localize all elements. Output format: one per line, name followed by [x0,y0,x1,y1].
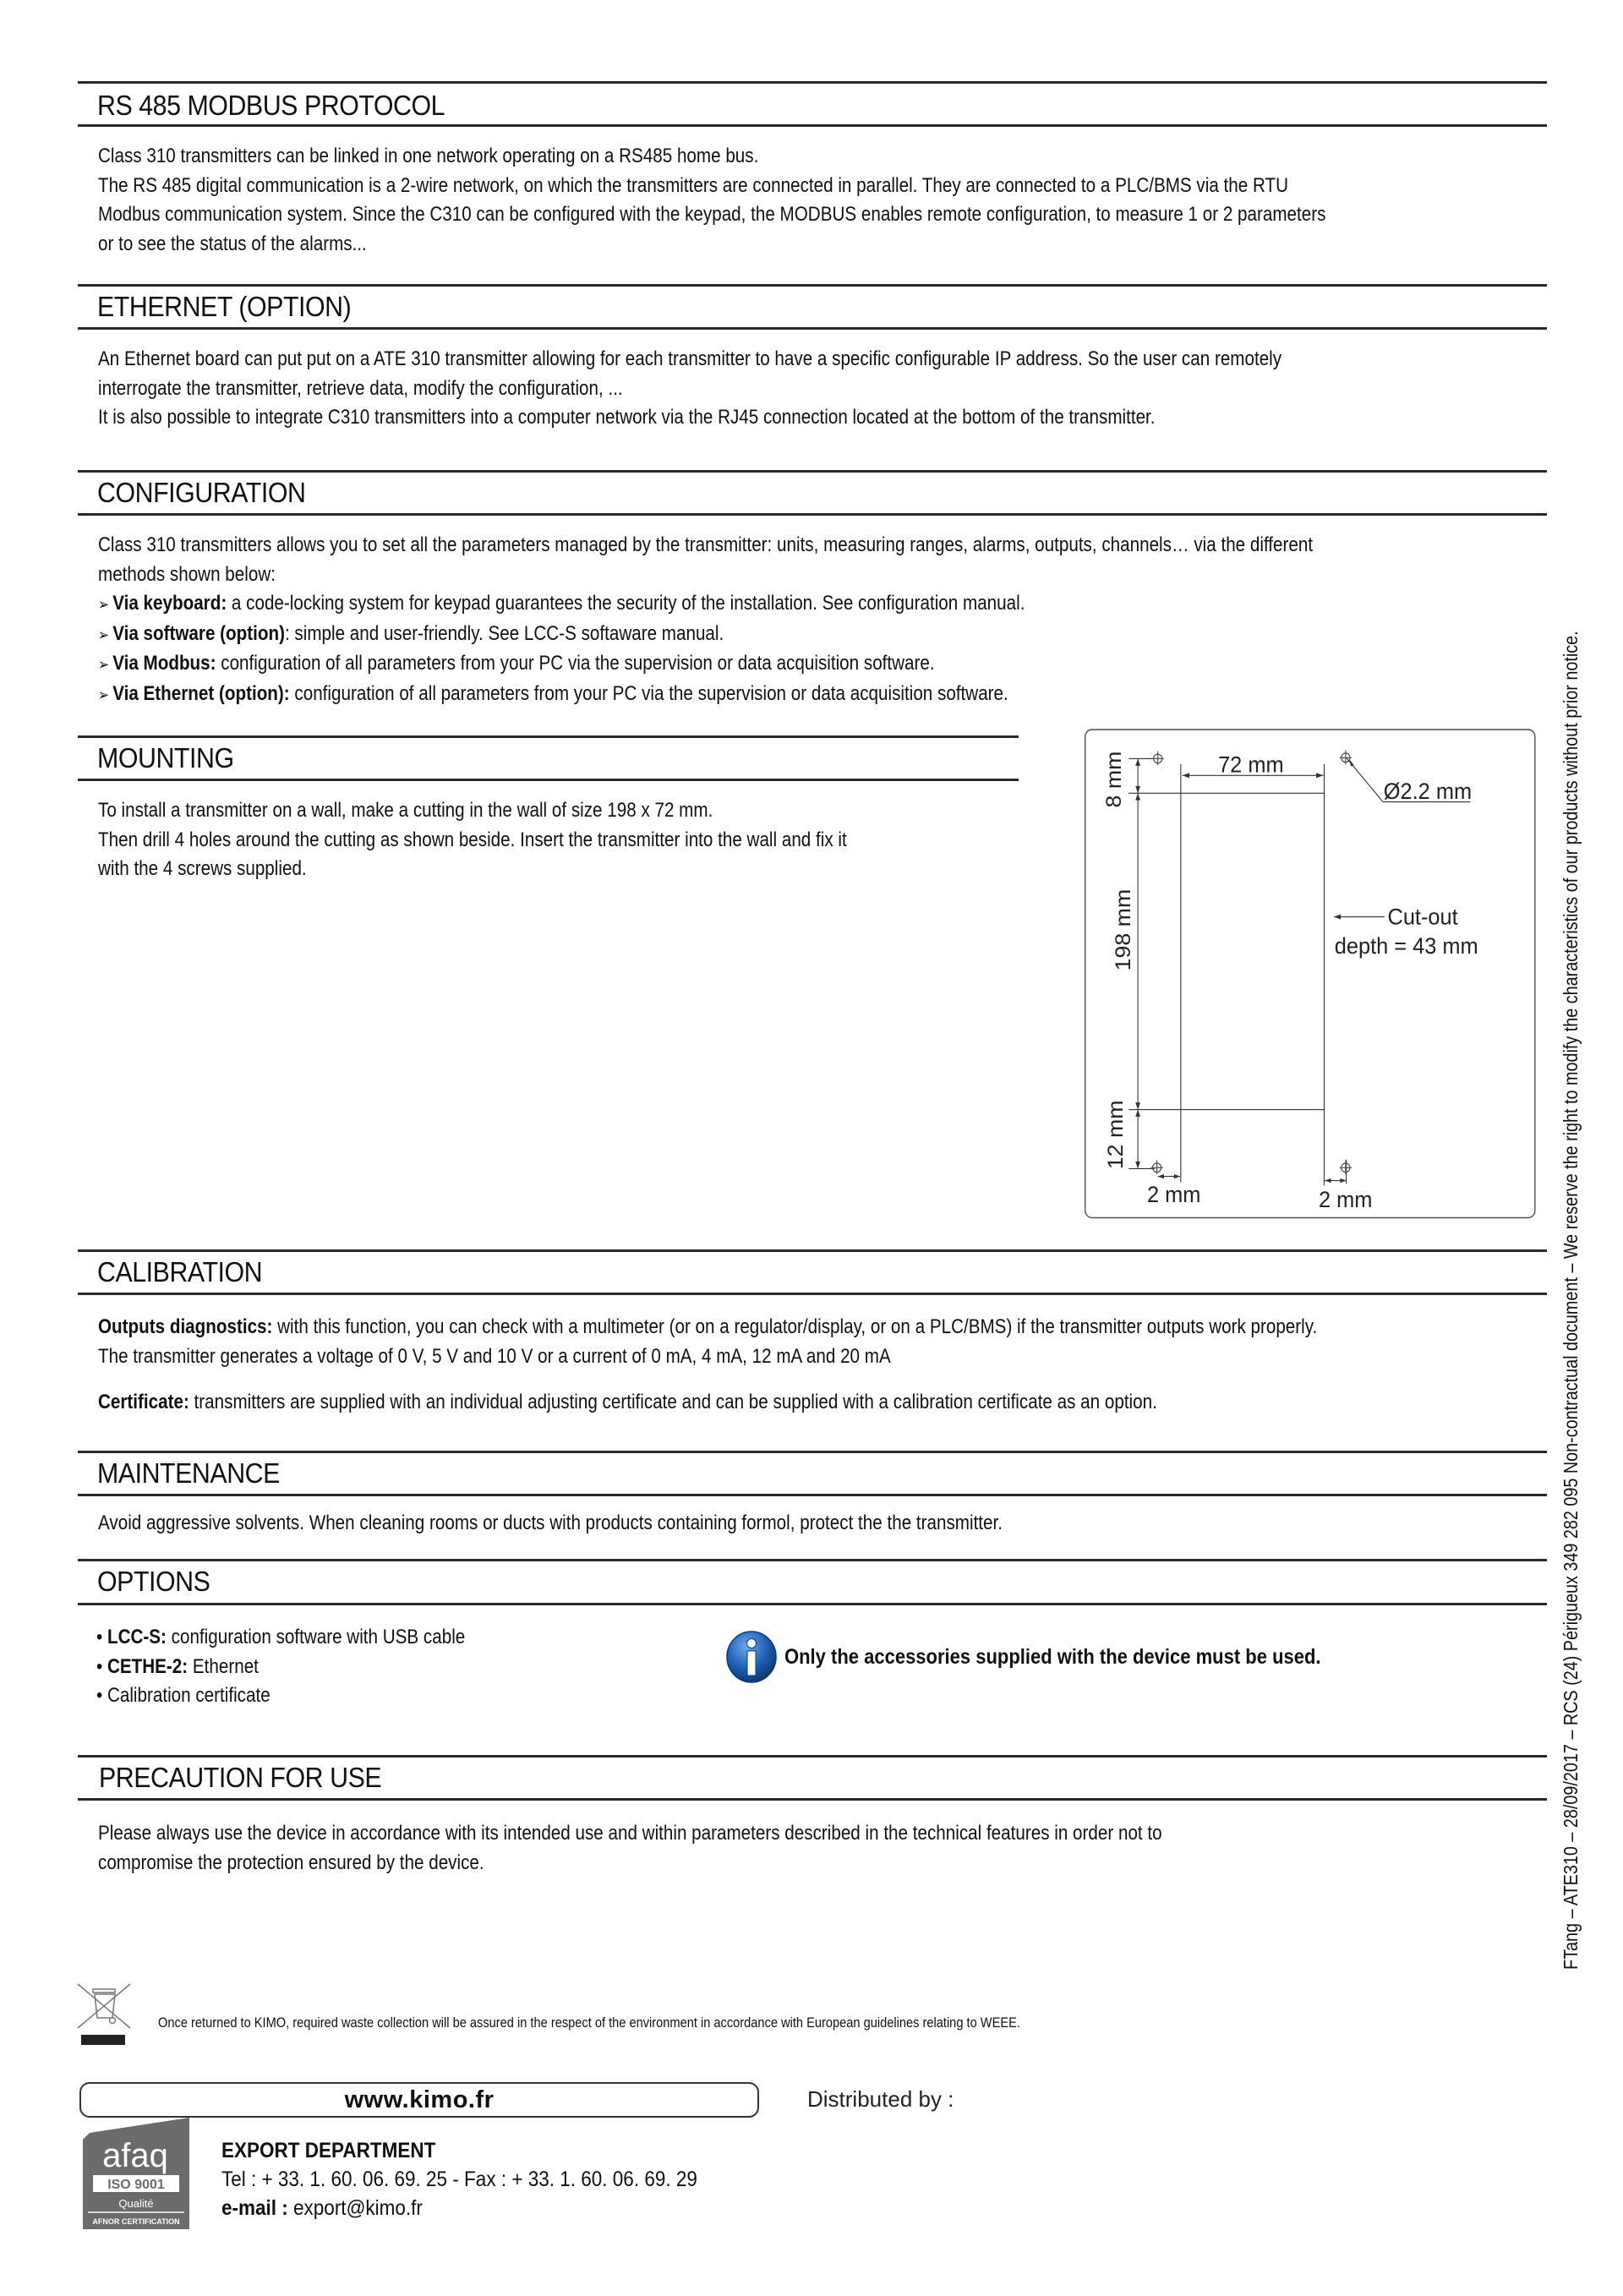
cutout-diagram [1074,727,1547,1226]
left-offset-label: 2 mm [1146,1181,1201,1208]
section-rule [78,1451,1547,1453]
weee-notice: Once returned to KIMO, required waste collection will be assured in the respect of the environment in accordance with European guidelines relating to WEEE. [158,2014,1020,2031]
svg-text:ISO 9001: ISO 9001 [107,2178,165,2192]
precaution-line: compromise the protection ensured by the device. [98,1850,484,1874]
options-list [96,1623,465,1711]
ethernet-line: It is also possible to integrate C310 transmitters into a computer network via the RJ45 connection located at the bottom of the transmitter. [98,406,1156,429]
ethernet-body [98,345,1281,433]
calibration-body [98,1313,1317,1418]
section-title-precaution: PRECAUTION FOR USE [99,1762,382,1793]
section-title-configuration: CONFIGURATION [97,477,306,508]
accessories-note [725,1630,1394,1684]
section-rule [78,81,1547,84]
configuration-method: ➢ Via Ethernet (option): configuration of all parameters from your PC via the supervision or data acquisition software. [98,680,1313,710]
mounting-body [98,796,847,884]
svg-text:afaq: afaq [102,2137,168,2174]
rs485-line: Class 310 transmitters can be linked in one network operating on a RS485 home bus. [98,145,759,167]
configuration-intro-line: Class 310 transmitters allows you to set all the parameters managed by the transmitter: units, measuring ranges, alarms, outputs, channels… via the different [98,533,1314,556]
svg-text:AFNOR CERTIFICATION: AFNOR CERTIFICATION [92,2217,180,2226]
configuration-body [98,531,1313,709]
section-rule [78,1798,1547,1801]
option-item: • CETHE-2: Ethernet [96,1654,259,1678]
cutout-label: Cut-out [1387,904,1458,930]
rs485-line: or to see the status of the alarms... [98,232,367,255]
depth-label: depth = 43 mm [1334,932,1478,959]
option-item: • Calibration certificate [96,1684,270,1707]
export-department: EXPORT DEPARTMENT [221,2139,436,2162]
arrow-bullet-icon: ➢ [98,596,109,613]
phone-fax: Tel : + 33. 1. 60. 06. 69. 25 - Fax : + 33. 1. 60. 06. 69. 29 [221,2168,697,2191]
bullet-icon: • [96,1654,103,1678]
configuration-method: ➢ Via Modbus: configuration of all parameters from your PC via the supervision or data acquisition software. [98,649,1313,680]
top-label: 8 mm [1101,751,1127,808]
email-line: e-mail : export@kimo.fr [221,2196,423,2220]
option-item: • LCC-S: configuration software with USB cable [96,1626,466,1648]
width-label: 72 mm [1218,751,1284,778]
height-label: 198 mm [1110,888,1135,971]
weee-bin-icon [74,1982,134,2050]
rs485-line: Modbus communication system. Since the C310 can be configured with the keypad, the MODBUS enables remote configuration, to measure 1 or 2 parameters [98,203,1326,226]
right-offset-label: 2 mm [1318,1186,1373,1213]
section-rule [78,124,1547,127]
arrow-bullet-icon: ➢ [98,686,109,703]
section-rule [78,1293,1547,1295]
arrow-bullet-icon: ➢ [98,656,109,673]
svg-text:Qualité: Qualité [118,2197,154,2210]
rs485-line: The RS 485 digital communication is a 2-wire network, on which the transmitters are connected in parallel. They are connected to a PLC/BMS via the RTU [98,173,1289,197]
afaq-iso-logo [83,2118,189,2229]
configuration-intro-line: methods shown below: [98,562,276,586]
section-rule [78,327,1547,330]
maintenance-body: Avoid aggressive solvents. When cleaning rooms or ducts with products containing formol, protect the the transmitter. [98,1512,1003,1534]
mounting-line: with the 4 screws supplied. [98,857,307,880]
section-rule [78,284,1547,287]
distributed-by-label: Distributed by : [807,2086,954,2112]
section-rule [78,1249,1547,1252]
export-contact [221,2136,697,2222]
section-rule [78,1559,1547,1561]
info-icon [725,1630,778,1684]
section-rule [78,1755,1547,1758]
precaution-line: Please always use the device in accordance with its intended use and within parameters described in the technical features in order not to [98,1822,1162,1845]
bullet-icon: • [96,1626,103,1648]
section-rule [78,779,1019,781]
precaution-body [98,1819,1162,1878]
hole-label: Ø2.2 mm [1383,778,1473,804]
website-link[interactable]: www.kimo.fr [79,2082,759,2118]
bottom-label: 12 mm [1102,1100,1128,1170]
section-title-rs485: RS 485 MODBUS PROTOCOL [97,90,445,121]
section-rule [78,513,1547,516]
ethernet-line: An Ethernet board can put put on a ATE 310 transmitter allowing for each transmitter to have a specific configurable IP address. So the user can remotely [98,347,1282,370]
section-title-calibration: CALIBRATION [97,1256,263,1287]
section-title-mounting: MOUNTING [97,742,234,774]
outputs-diagnostics: Outputs diagnostics: with this function, you can check with a multimeter (or on a regulator/display, or on a PLC/BMS) if the transmitter outputs work properly. [98,1315,1318,1338]
bullet-icon: • [96,1684,103,1707]
email-link[interactable]: export@kimo.fr [287,2196,423,2220]
rs485-body [98,142,1325,259]
section-rule [78,1494,1547,1496]
mounting-line: To install a transmitter on a wall, make a cutting in the wall of size 198 x 72 mm. [98,799,713,822]
outputs-diagnostics-line2: The transmitter generates a voltage of 0 V, 5 V and 10 V or a current of 0 mA, 4 mA, 12 mA and 20 mA [98,1344,891,1368]
accessories-note-text: Only the accessories supplied with the device must be used. [784,1644,1321,1669]
section-rule [78,470,1547,473]
configuration-method: ➢ Via software (option): simple and user-friendly. See LCC-S softaware manual. [98,620,1313,650]
section-rule [78,1603,1547,1605]
legal-side-note: FTang – ATE310 – 28/09/2017 – RCS (24) Périgueux 349 282 095 Non-contractual document – We reserve the right to modify the characteristics of our products without prior notice. [1560,631,1582,1970]
configuration-method: ➢ Via keyboard: a code-locking system for keypad guarantees the security of the installation. See configuration manual. [98,589,1313,620]
section-title-maintenance: MAINTENANCE [97,1457,280,1489]
certificate: Certificate: transmitters are supplied with an individual adjusting certificate and can be supplied with a calibration certificate as an option. [98,1391,1157,1413]
mounting-line: Then drill 4 holes around the cutting as shown beside. Insert the transmitter into the wall and fix it [98,828,847,851]
arrow-bullet-icon: ➢ [98,626,109,643]
ethernet-line: interrogate the transmitter, retrieve data, modify the configuration, ... [98,376,623,400]
section-rule [78,735,1019,738]
section-title-options: OPTIONS [97,1566,210,1597]
section-title-ethernet: ETHERNET (OPTION) [97,291,352,322]
